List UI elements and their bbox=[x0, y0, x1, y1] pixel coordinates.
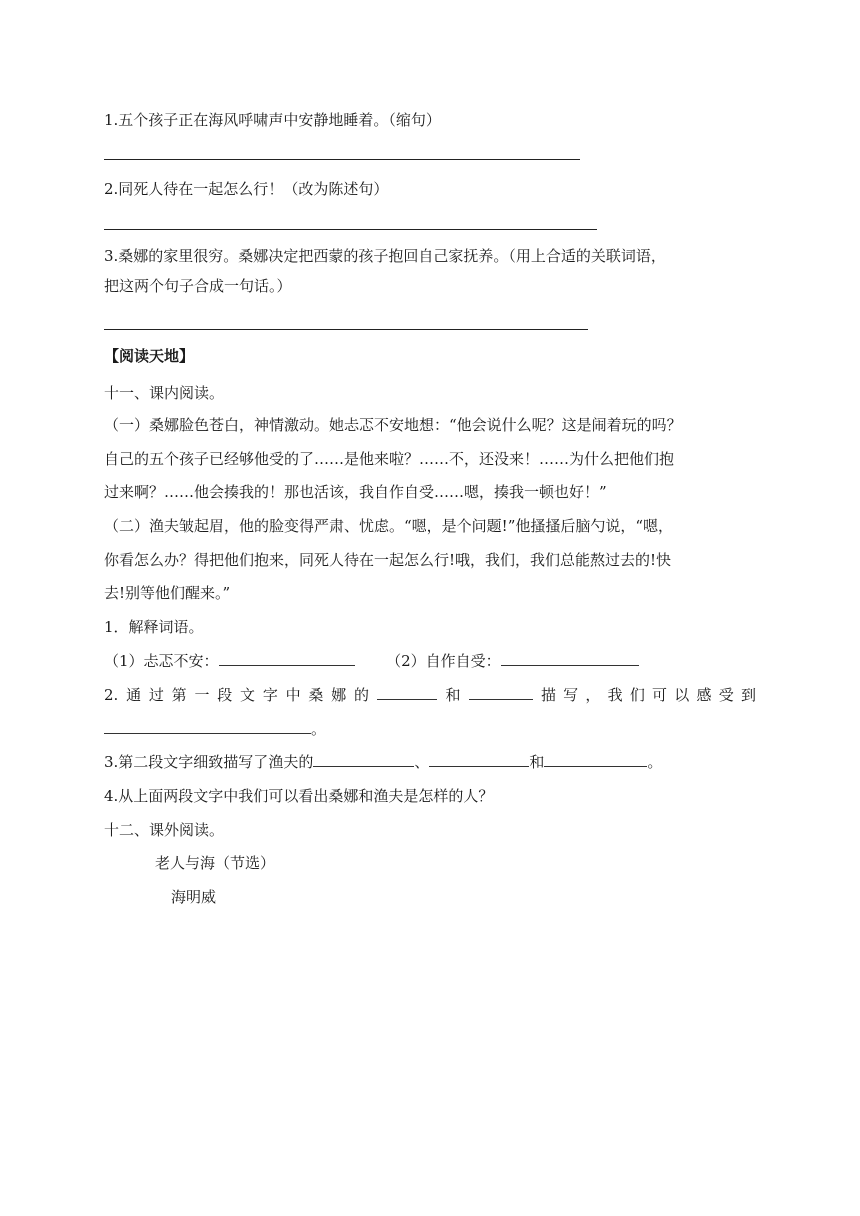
reading-question-2 bbox=[104, 685, 756, 705]
q3-end: 。 bbox=[647, 753, 663, 771]
part-12-heading: 十二、课外阅读。 bbox=[104, 821, 225, 839]
reading-question-1-items bbox=[104, 651, 639, 671]
q2-blank-1[interactable] bbox=[377, 685, 437, 700]
question-1: 1.五个孩子正在海风呼啸声中安静地睡着。（缩句） bbox=[104, 111, 441, 129]
q3-blank-2[interactable] bbox=[429, 752, 529, 767]
passage-2-line-2: 你看怎么办？得把他们抱来，同死人待在一起怎么行!哦，我们，我们总能熬过去的!快 bbox=[104, 551, 672, 569]
q3-blank-3[interactable] bbox=[544, 752, 647, 767]
q3-sep: 、 bbox=[414, 753, 430, 771]
section-heading: 【阅读天地】 bbox=[104, 347, 195, 365]
reading-question-1: 1．解释词语。 bbox=[104, 618, 204, 636]
passage-2-line-1: （二）渔夫皱起眉，他的脸变得严肃、忧虑。“嗯，是个问题!”他搔搔后脑勺说，“嗯， bbox=[104, 517, 674, 535]
question-3-line-1: 3.桑娜的家里很穷。桑娜决定把西蒙的孩子抱回自己家抚养。（用上合适的关联词语， bbox=[104, 247, 666, 265]
passage-2-line-3: 去!别等他们醒来。” bbox=[104, 584, 231, 602]
q2-blank-2[interactable] bbox=[469, 685, 533, 700]
reading-question-4: 4.从上面两段文字中我们可以看出桑娜和渔夫是怎样的人？ bbox=[104, 787, 494, 805]
term-1-blank[interactable] bbox=[219, 651, 355, 666]
term-1-label: （1）忐忑不安： bbox=[104, 652, 219, 670]
question-3-line-2: 把这两个句子合成一句话。） bbox=[104, 277, 292, 295]
q2-blank-3[interactable] bbox=[104, 719, 311, 734]
answer-line-3[interactable] bbox=[104, 329, 588, 330]
story-title: 老人与海（节选） bbox=[155, 854, 276, 872]
q3-prefix: 3.第二段文字细致描写了渔夫的 bbox=[104, 753, 314, 771]
q2-prefix: 2.通过第一段文字中桑娜的 bbox=[104, 686, 369, 704]
q3-blank-1[interactable] bbox=[313, 752, 414, 767]
term-2-blank[interactable] bbox=[501, 651, 639, 666]
part-11-heading: 十一、课内阅读。 bbox=[104, 384, 225, 402]
q2-end: 。 bbox=[311, 720, 327, 738]
question-2: 2.同死人待在一起怎么行！（改为陈述句） bbox=[104, 180, 389, 198]
term-2-label: （2）自作自受： bbox=[386, 652, 501, 670]
passage-1-line-3: 过来啊？……他会揍我的！那也活该，我自作自受……嗯，揍我一顿也好！” bbox=[104, 483, 607, 501]
passage-1-line-2: 自己的五个孩子已经够他受的了……是他来啦？……不，还没来！……为什么把他们抱 bbox=[104, 450, 675, 468]
answer-line-2[interactable] bbox=[104, 229, 597, 230]
answer-line-1[interactable] bbox=[104, 159, 580, 160]
q3-and: 和 bbox=[529, 753, 545, 771]
reading-question-2-cont bbox=[104, 719, 326, 739]
q2-suffix: 描写，我们可以感受到 bbox=[540, 686, 756, 704]
passage-1-line-1: （一）桑娜脸色苍白，神情激动。她忐忑不安地想：“他会说什么呢？这是闹着玩的吗？ bbox=[104, 416, 682, 434]
reading-question-3 bbox=[104, 752, 662, 772]
story-author: 海明威 bbox=[171, 888, 217, 906]
q2-and: 和 bbox=[445, 686, 461, 704]
